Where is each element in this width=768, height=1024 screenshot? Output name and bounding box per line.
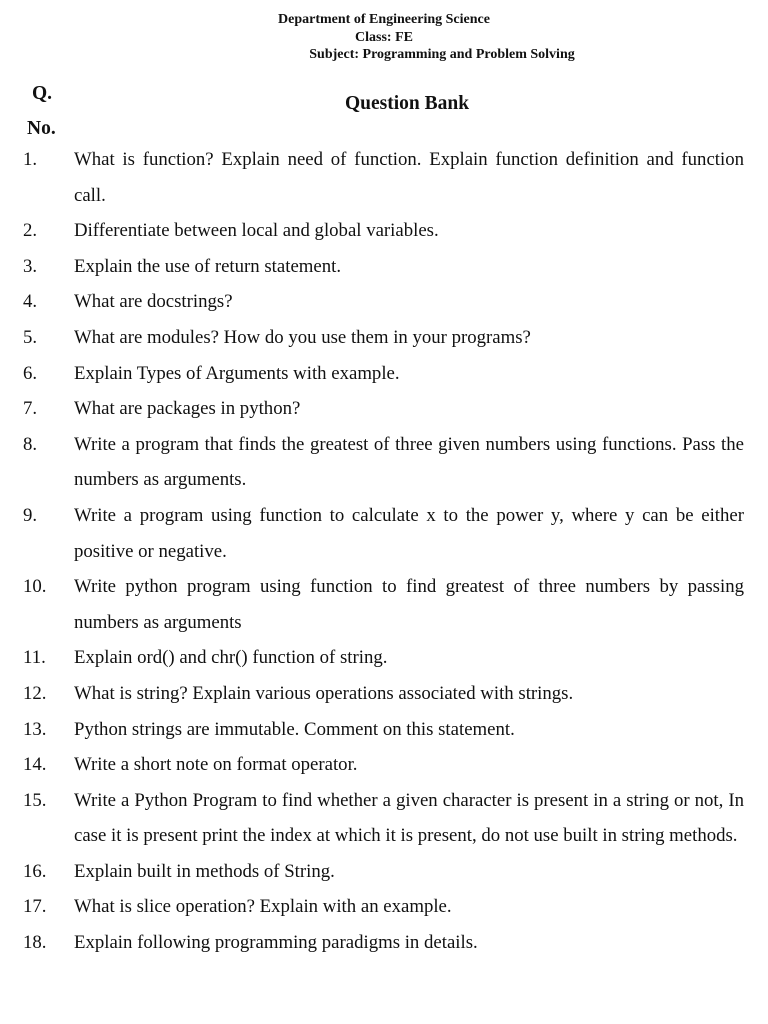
- question-item: [0, 569, 768, 640]
- question-item: [0, 676, 768, 712]
- question-text: Explain built in methods of String.: [74, 860, 335, 882]
- question-item: [0, 249, 768, 285]
- question-text: Explain ord() and chr() function of string.: [74, 647, 388, 669]
- question-number: 5.: [23, 326, 38, 348]
- class-line: Class: FE: [355, 29, 413, 45]
- question-text: Explain the use of return statement.: [74, 255, 342, 277]
- question-number: 10.: [23, 576, 47, 598]
- department-line: Department of Engineering Science: [278, 12, 490, 27]
- question-text: What is function? Explain need of function. Explain function definition and function call.: [74, 149, 744, 206]
- question-item: [0, 712, 768, 748]
- question-number: 6.: [23, 362, 38, 384]
- question-text: Write a program using function to calculate x to the power y, where y can be either positive or negative.: [74, 504, 744, 562]
- question-number: 2.: [23, 220, 38, 242]
- question-number: 17.: [23, 896, 47, 918]
- question-item: [0, 783, 768, 854]
- question-text: What are packages in python?: [74, 398, 301, 420]
- question-number: 14.: [23, 754, 47, 776]
- question-item: [0, 213, 768, 249]
- question-text: Write python program using function to find greatest of three numbers by passing numbers as arguments: [74, 576, 744, 633]
- question-item: [0, 747, 768, 783]
- question-number: 1.: [23, 149, 38, 170]
- question-number-header: [27, 76, 67, 146]
- question-number: 7.: [23, 398, 38, 420]
- question-number: 4.: [23, 291, 38, 313]
- question-number: 13.: [23, 718, 47, 740]
- question-text: Write a program that finds the greatest of three given numbers using functions. Pass the numbers as arguments.: [74, 433, 744, 491]
- page-title: Question Bank: [345, 93, 470, 114]
- question-text: Differentiate between local and global variables.: [74, 220, 439, 242]
- subject-line: Subject: Programming and Problem Solving: [309, 47, 575, 62]
- question-item: [0, 640, 768, 676]
- question-number: 12.: [23, 682, 47, 704]
- no-label: No.: [27, 118, 56, 139]
- question-item: [0, 356, 768, 392]
- question-item: [0, 498, 768, 569]
- question-number: 18.: [23, 932, 47, 954]
- question-number: 9.: [23, 504, 38, 526]
- question-item: [0, 925, 768, 961]
- question-item: [0, 391, 768, 427]
- question-item: [0, 854, 768, 890]
- question-item: [0, 320, 768, 356]
- question-list: [0, 142, 768, 961]
- question-text: What are docstrings?: [74, 291, 233, 313]
- question-number: 15.: [23, 789, 47, 811]
- question-item: [0, 284, 768, 320]
- question-text: What is slice operation? Explain with an example.: [74, 896, 452, 918]
- question-text: What are modules? How do you use them in your programs?: [74, 326, 531, 348]
- question-text: Write a Python Program to find whether a given character is present in a string or not, In case it is present print the index at which it is present, do not use built in string methods.: [74, 789, 744, 847]
- question-number: 3.: [23, 255, 38, 277]
- question-number: 16.: [23, 860, 47, 882]
- document-header: [0, 11, 768, 64]
- question-text: Python strings are immutable. Comment on this statement.: [74, 718, 515, 740]
- question-item: [0, 142, 768, 213]
- question-number: 8.: [23, 433, 38, 455]
- question-item: [0, 427, 768, 498]
- question-text: Explain following programming paradigms in details.: [74, 932, 478, 954]
- question-text: Explain Types of Arguments with example.: [74, 362, 400, 384]
- question-item: [0, 889, 768, 925]
- q-label: Q.: [32, 83, 53, 104]
- question-number: 11.: [23, 647, 46, 669]
- question-text: Write a short note on format operator.: [74, 754, 358, 776]
- question-text: What is string? Explain various operations associated with strings.: [74, 682, 574, 704]
